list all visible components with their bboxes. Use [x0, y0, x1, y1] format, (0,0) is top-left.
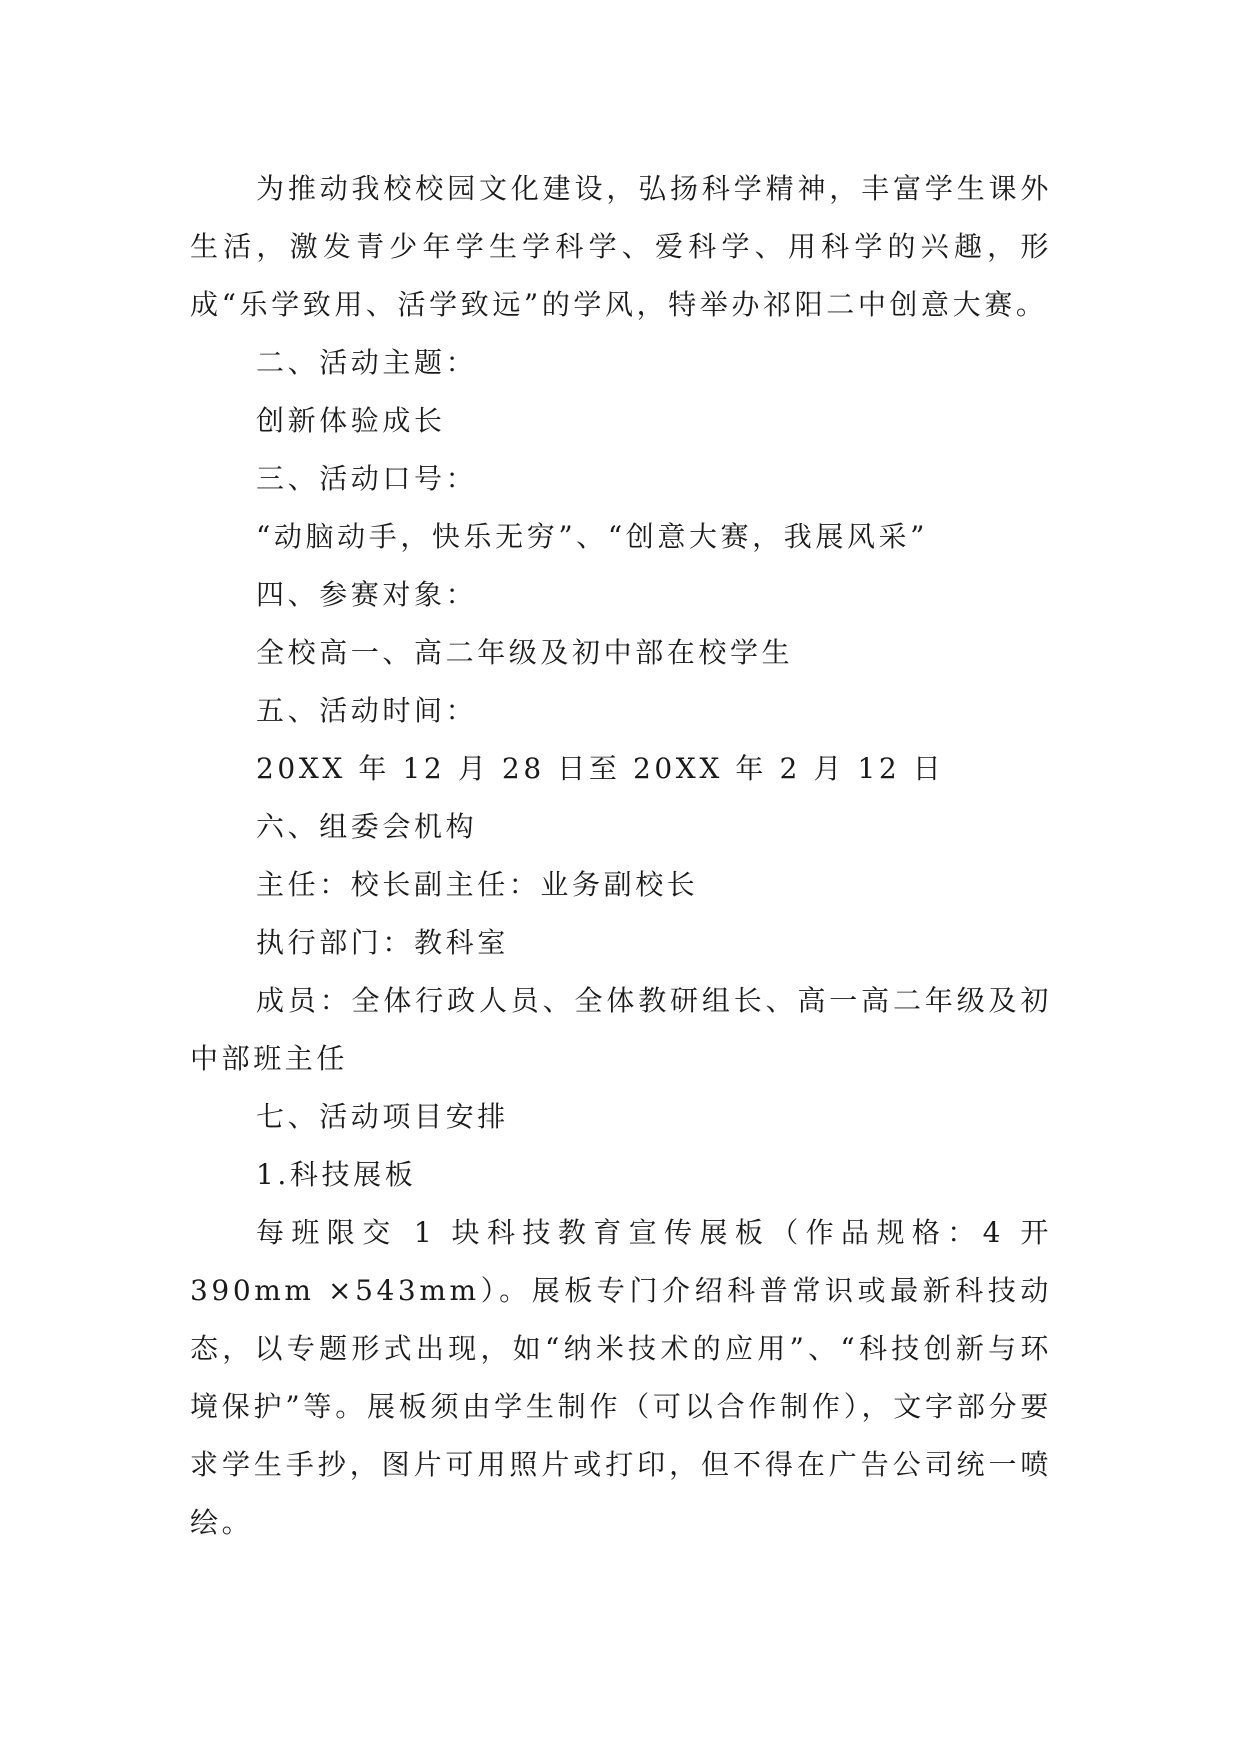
section-heading-activities: 七、活动项目安排 [256, 1100, 509, 1133]
activity-item-paragraph: 每班限交 1 块科技教育宣传展板（作品规格：4 开 390mm ×543mm）。展板专门介绍科普常识或最新科技动态，以专题形式出现，如“纳米技术的应用”、“科技创新与环境保护”等。展板须由学生制作（可以合作制作），文字部分要求学生手抄，图片可用照片或打印，但不得在广告公司统一喷绘。 [190, 1216, 1052, 1539]
committee-members: 成员：全体行政人员、全体教研组长、高一高二年级及初中部班主任 [190, 984, 1052, 1075]
committee-department: 执行部门：教科室 [256, 926, 509, 959]
committee-director: 主任：校长副主任：业务副校长 [256, 868, 699, 901]
section-heading-committee: 六、组委会机构 [256, 810, 478, 843]
section-heading-time: 五、活动时间： [256, 694, 478, 727]
theme-text: 创新体验成长 [256, 404, 446, 437]
document-page [190, 160, 1052, 1552]
section-heading-slogan: 三、活动口号： [256, 462, 478, 495]
time-text: 20XX 年 12 月 28 日至 20XX 年 2 月 12 日 [256, 752, 945, 785]
slogan-text: “动脑动手，快乐无穷”、“创意大赛，我展风采” [256, 520, 929, 553]
intro-paragraph: 为推动我校校园文化建设，弘扬科学精神，丰富学生课外生活，激发青少年学生学科学、爱科学、用科学的兴趣，形成“乐学致用、活学致远”的学风，特举办祁阳二中创意大赛。 [190, 172, 1052, 321]
section-heading-theme: 二、活动主题： [256, 346, 478, 379]
activity-item-heading: 1.科技展板 [256, 1158, 417, 1191]
section-heading-participants: 四、参赛对象： [256, 578, 478, 611]
participants-text: 全校高一、高二年级及初中部在校学生 [256, 636, 794, 669]
